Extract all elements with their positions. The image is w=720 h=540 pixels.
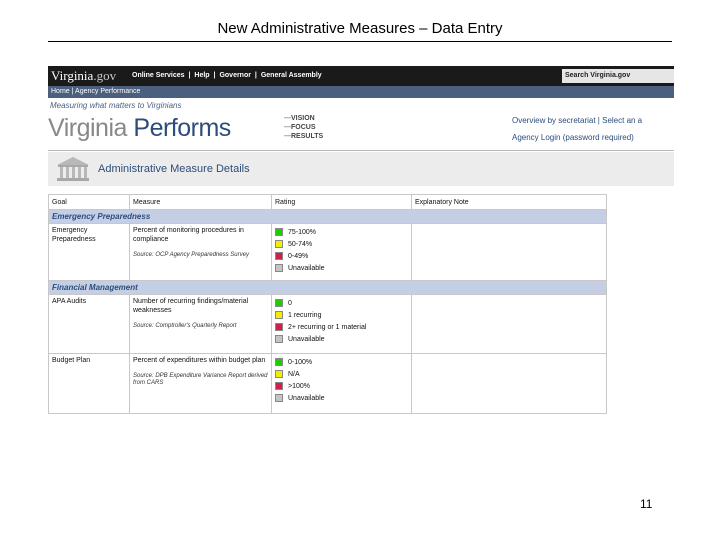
header-links	[512, 112, 642, 146]
top-link-general-assembly[interactable]: General Assembly	[260, 72, 322, 79]
global-top-bar	[48, 66, 674, 86]
separator: |	[188, 72, 191, 79]
pillar-vision: — VISION	[284, 114, 323, 123]
rating-option: Unavailable	[275, 262, 408, 274]
measure-cell	[130, 354, 272, 414]
nav-bar	[48, 86, 674, 98]
separator: |	[213, 72, 216, 79]
green-swatch	[275, 358, 283, 366]
virginia-performs-logo[interactable]: Virginia Performs	[48, 114, 231, 142]
red-swatch	[275, 323, 283, 331]
rating-option: 0-49%	[275, 250, 408, 262]
table-row	[49, 295, 607, 354]
header-divider	[48, 150, 674, 151]
page-title: Administrative Measure Details	[98, 163, 250, 175]
green-swatch	[275, 299, 283, 307]
top-link-online-services[interactable]: Online Services	[132, 72, 185, 79]
rating-cell	[272, 354, 412, 414]
explanatory-note-cell[interactable]	[412, 295, 607, 354]
section-title: Financial Management	[49, 281, 607, 295]
rating-cell	[272, 224, 412, 281]
virginia-gov-logo[interactable]: Virginia.gov	[51, 68, 117, 83]
details-banner	[48, 152, 674, 186]
separator: |	[254, 72, 257, 79]
header-explanatory-note: Explanatory Note	[412, 195, 607, 210]
rating-option: 75-100%	[275, 226, 408, 238]
table-row	[49, 224, 607, 281]
rating-option: 0-100%	[275, 356, 408, 368]
red-swatch	[275, 252, 283, 260]
nav-link-agency-performance[interactable]: Agency Performance	[75, 88, 141, 95]
measure-cell	[130, 224, 272, 281]
measure-text: Percent of monitoring procedures in compliance	[133, 227, 244, 243]
explanatory-note-cell[interactable]	[412, 224, 607, 281]
rating-option: Unavailable	[275, 333, 408, 345]
measures-table	[48, 194, 607, 414]
gray-swatch	[275, 335, 283, 343]
goal-cell: Budget Plan	[49, 354, 130, 414]
goal-cell: Emergency Preparedness	[49, 224, 130, 281]
website-screenshot	[48, 66, 674, 422]
yellow-swatch	[275, 311, 283, 319]
source-text: Source: Comptroller's Quarterly Report	[133, 323, 237, 329]
measure-text: Number of recurring findings/material weaknesses	[133, 298, 249, 314]
gray-swatch	[275, 264, 283, 272]
table-row	[49, 354, 607, 414]
yellow-swatch	[275, 240, 283, 248]
goal-cell: APA Audits	[49, 295, 130, 354]
explanatory-note-cell[interactable]	[412, 354, 607, 414]
rating-option: N/A	[275, 368, 408, 380]
pillar-focus: — FOCUS	[284, 123, 323, 132]
header-measure: Measure	[130, 195, 272, 210]
gray-swatch	[275, 394, 283, 402]
rating-option: >100%	[275, 380, 408, 392]
source-text: Source: OCP Agency Preparedness Survey	[133, 252, 249, 258]
top-link-governor[interactable]: Governor	[219, 72, 251, 79]
rating-option: 50-74%	[275, 238, 408, 250]
measure-text: Percent of expenditures within budget plan	[133, 357, 266, 364]
red-swatch	[275, 382, 283, 390]
source-text: Source: DPB Expenditure Variance Report derived from CARS	[133, 373, 268, 386]
separator: |	[71, 88, 74, 95]
rating-cell	[272, 295, 412, 354]
rating-option: 1 recurring	[275, 309, 408, 321]
section-row	[49, 281, 607, 295]
capitol-building-icon	[54, 155, 92, 183]
yellow-swatch	[275, 370, 283, 378]
pillar-results: — RESULTS	[284, 132, 323, 141]
overview-link[interactable]: Overview by secretariat | Select an a	[512, 116, 643, 125]
title-divider	[48, 41, 672, 42]
agency-login-link[interactable]: Agency Login (password required)	[512, 133, 634, 142]
search-input[interactable]: Search Virginia.gov	[562, 69, 674, 83]
top-links	[132, 72, 324, 79]
header-rating: Rating	[272, 195, 412, 210]
top-link-help[interactable]: Help	[194, 72, 210, 79]
header-goal: Goal	[49, 195, 130, 210]
table-header-row	[49, 195, 607, 210]
rating-option: 0	[275, 297, 408, 309]
measure-cell	[130, 295, 272, 354]
section-title: Emergency Preparedness	[49, 210, 607, 224]
breadcrumb	[51, 88, 140, 95]
page-number: 11	[640, 497, 653, 511]
green-swatch	[275, 228, 283, 236]
tagline: Measuring what matters to Virginians	[50, 101, 182, 110]
rating-option: Unavailable	[275, 392, 408, 404]
section-row	[49, 210, 607, 224]
slide-title: New Administrative Measures – Data Entry	[217, 20, 503, 37]
vision-focus-results	[284, 114, 323, 141]
nav-link-home[interactable]: Home	[51, 88, 70, 95]
rating-option: 2+ recurring or 1 material	[275, 321, 408, 333]
